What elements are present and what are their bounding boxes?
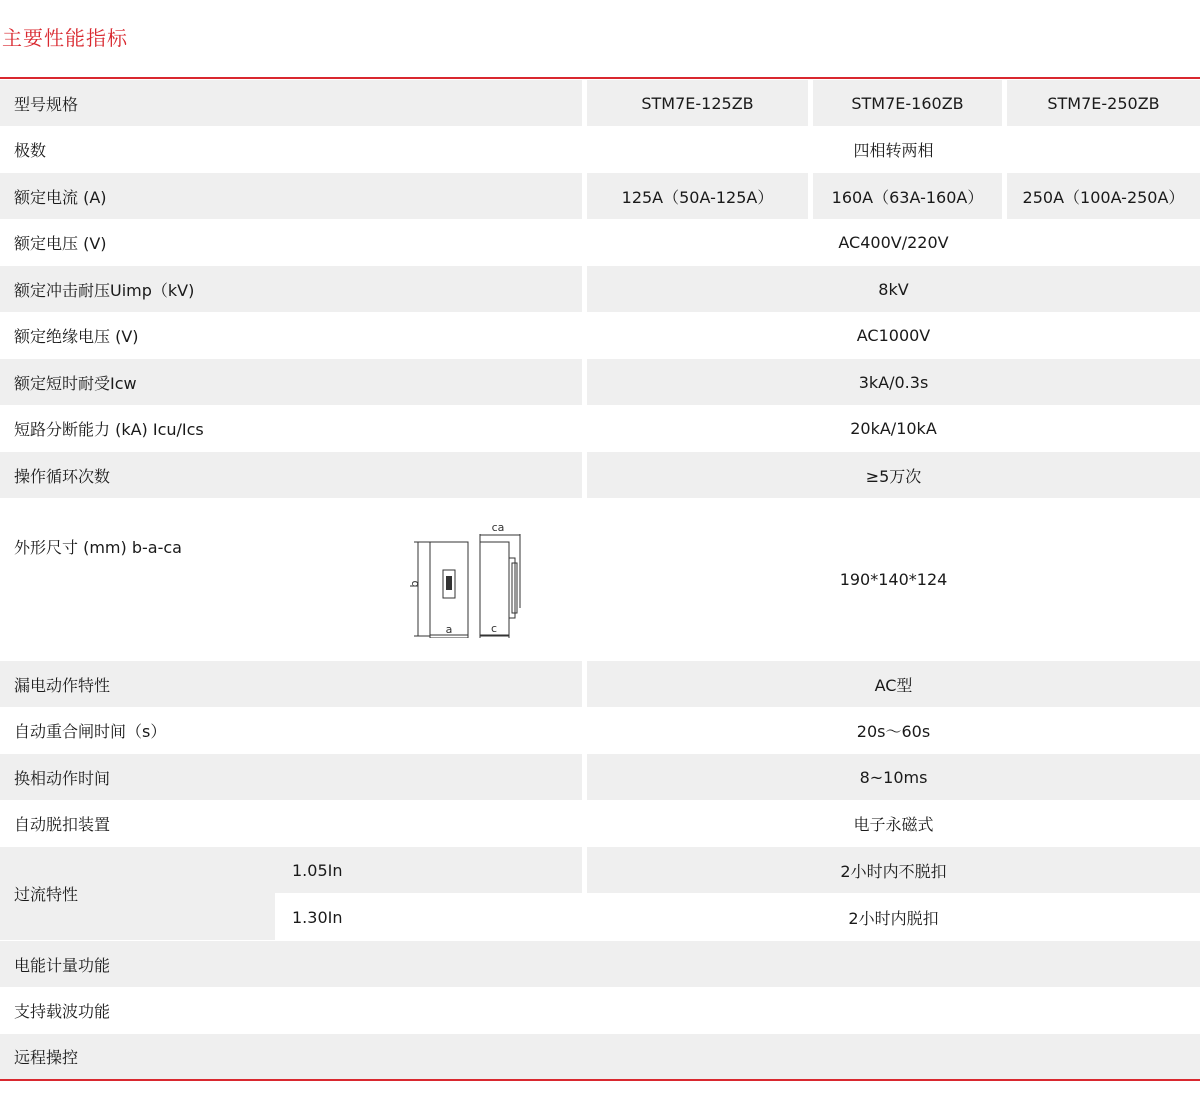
table-row-impulse-voltage: [0, 266, 1200, 312]
row-value: AC400V/220V: [838, 233, 949, 252]
table-row-operation-cycles: [0, 452, 1200, 498]
header-label: 型号规格: [0, 80, 582, 126]
table-row-auto-trip: [0, 800, 1200, 847]
table-row-overcurrent: [0, 847, 1200, 940]
row-label: 操作循环次数: [0, 452, 582, 498]
table-row-leakage: [0, 661, 1200, 707]
table-row-poles: [0, 126, 1200, 173]
table-row-auto-reclose: [0, 707, 1200, 754]
overcurrent-sub-value: 2小时内不脱扣: [587, 847, 1200, 893]
table-row-phase-switch: [0, 754, 1200, 800]
row-label: 额定电流 (A): [0, 173, 582, 219]
row-label: 远程操控: [0, 1034, 1200, 1079]
table-row-rated-voltage: [0, 219, 1200, 266]
overcurrent-sub-value: 2小时内脱扣: [848, 908, 939, 928]
row-value: 20kA/10kA: [850, 419, 937, 438]
row-label: 漏电动作特性: [0, 661, 582, 707]
dim-label-b: b: [408, 580, 421, 588]
row-label: 自动脱扣装置: [14, 815, 111, 834]
table-row-insulation-voltage: [0, 312, 1200, 359]
row-value: 190*140*124: [839, 569, 948, 589]
row-value: ≥5万次: [587, 452, 1200, 498]
value-160: 160A（63A-160A）: [813, 173, 1002, 219]
row-label: 换相动作时间: [0, 754, 582, 800]
table-row-metering: [0, 941, 1200, 987]
dim-label-c: c: [490, 622, 498, 635]
row-label: 外形尺寸 (mm) b-a-ca: [14, 537, 182, 557]
row-value: 8kV: [587, 266, 1200, 312]
model-125: STM7E-125ZB: [587, 80, 808, 126]
top-rule: [0, 77, 1200, 79]
table-row-dimensions: [0, 498, 1200, 660]
row-label: 电能计量功能: [0, 941, 1200, 987]
table-row-carrier: [0, 987, 1200, 1034]
table-row-breaking-capacity: [0, 405, 1200, 452]
row-value: 3kA/0.3s: [587, 359, 1200, 405]
row-label: 过流特性: [0, 847, 275, 940]
overcurrent-sub-label: 1.30In: [292, 907, 343, 927]
row-value: 8~10ms: [587, 754, 1200, 800]
row-label: 额定电压 (V): [14, 234, 107, 253]
dim-label-ca: ca: [491, 521, 505, 534]
header-row: [0, 80, 1200, 126]
table-row-remote: [0, 1034, 1200, 1079]
row-value: 四相转两相: [853, 141, 934, 160]
dimension-diagram: [405, 518, 535, 638]
table-row-short-time-withstand: [0, 359, 1200, 405]
value-250: 250A（100A-250A）: [1007, 173, 1200, 219]
row-label: 支持载波功能: [14, 1002, 111, 1021]
model-160: STM7E-160ZB: [813, 80, 1002, 126]
row-value: AC1000V: [856, 326, 931, 345]
value-125: 125A（50A-125A）: [587, 173, 808, 219]
row-label: 极数: [14, 141, 47, 160]
bottom-rule: [0, 1079, 1200, 1081]
row-label: 自动重合闸时间（s）: [14, 722, 167, 741]
model-250: STM7E-250ZB: [1007, 80, 1200, 126]
page-title: 主要性能指标: [2, 26, 128, 50]
overcurrent-sub-label: 1.05In: [275, 847, 582, 893]
row-label: 额定短时耐受Icw: [0, 359, 582, 405]
row-value: AC型: [587, 661, 1200, 707]
row-label: 额定绝缘电压 (V): [14, 327, 139, 346]
row-label: 额定冲击耐压Uimp（kV): [0, 266, 582, 312]
table-row-rated-current: [0, 173, 1200, 219]
row-value: 电子永磁式: [853, 815, 934, 834]
row-value: 20s～60s: [856, 722, 931, 741]
row-label: 短路分断能力 (kA) Icu/Ics: [14, 420, 204, 439]
dim-label-a: a: [445, 623, 453, 636]
